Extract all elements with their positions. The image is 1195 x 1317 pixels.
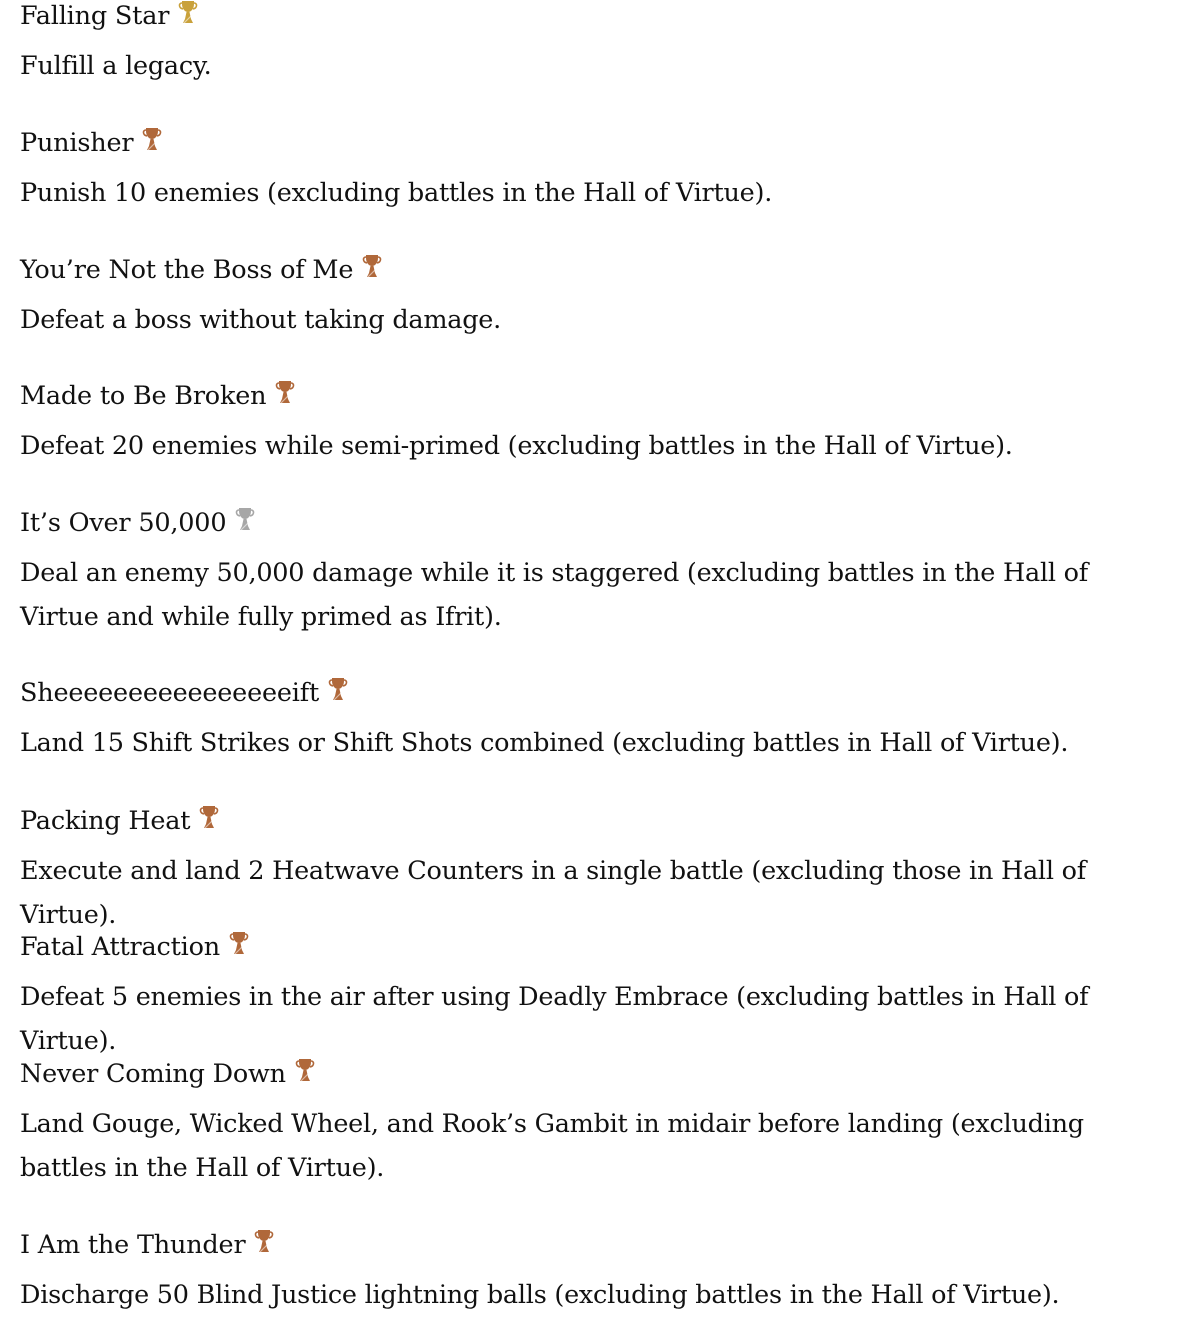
trophy-description: Execute and land 2 Heatwave Counters in a single battle (excluding those in Hall of Virtue). — [20, 856, 1086, 930]
trophy-title-row — [20, 677, 349, 709]
bronze-trophy-icon — [327, 676, 349, 702]
trophy-title-row — [20, 254, 383, 286]
trophy-title: Punisher — [20, 128, 134, 158]
trophy-description: Fulfill a legacy. — [20, 51, 212, 81]
trophy-title: You’re Not the Boss of Me — [20, 255, 354, 285]
bronze-trophy-icon — [294, 1057, 316, 1083]
trophy-title: Packing Heat — [20, 806, 191, 836]
bronze-trophy-icon — [361, 253, 383, 279]
trophy-title: Never Coming Down — [20, 1059, 286, 1089]
trophy-title: It’s Over 50,000 — [20, 508, 227, 538]
gold-trophy-icon — [177, 0, 199, 25]
silver-trophy-icon — [234, 506, 256, 532]
trophy-title-row — [20, 507, 256, 539]
trophy-description: Deal an enemy 50,000 damage while it is staggered (excluding battles in the Hall of Virtue and while fully primed as Ifrit). — [20, 558, 1088, 632]
trophy-description: Defeat 5 enemies in the air after using Deadly Embrace (excluding battles in Hall of Virtue). — [20, 982, 1089, 1056]
trophy-title-row — [20, 0, 199, 32]
trophy-description: Land Gouge, Wicked Wheel, and Rook’s Gambit in midair before landing (excluding battles in the Hall of Virtue). — [20, 1109, 1084, 1183]
bronze-trophy-icon — [274, 379, 296, 405]
trophy-title-row — [20, 127, 163, 159]
trophy-description: Discharge 50 Blind Justice lightning balls (excluding battles in the Hall of Virtue). — [20, 1280, 1060, 1310]
trophy-title-row — [20, 805, 220, 837]
trophy-title: Fatal Attraction — [20, 932, 220, 962]
bronze-trophy-icon — [141, 126, 163, 152]
trophy-title: Sheeeeeeeeeeeeeeeeift — [20, 678, 319, 708]
trophy-title-row — [20, 1058, 316, 1090]
trophy-description: Defeat 20 enemies while semi-primed (excluding battles in the Hall of Virtue). — [20, 431, 1013, 461]
trophy-description: Punish 10 enemies (excluding battles in the Hall of Virtue). — [20, 178, 773, 208]
trophy-title: Falling Star — [20, 1, 170, 31]
trophy-description: Defeat a boss without taking damage. — [20, 305, 502, 335]
bronze-trophy-icon — [198, 804, 220, 830]
trophy-title: I Am the Thunder — [20, 1230, 246, 1260]
trophy-title-row — [20, 1229, 275, 1261]
trophy-title-row — [20, 380, 296, 412]
trophy-title: Made to Be Broken — [20, 381, 267, 411]
bronze-trophy-icon — [228, 930, 250, 956]
bronze-trophy-icon — [253, 1228, 275, 1254]
trophy-description: Land 15 Shift Strikes or Shift Shots combined (excluding battles in Hall of Virtue). — [20, 728, 1069, 758]
trophy-title-row — [20, 931, 250, 963]
